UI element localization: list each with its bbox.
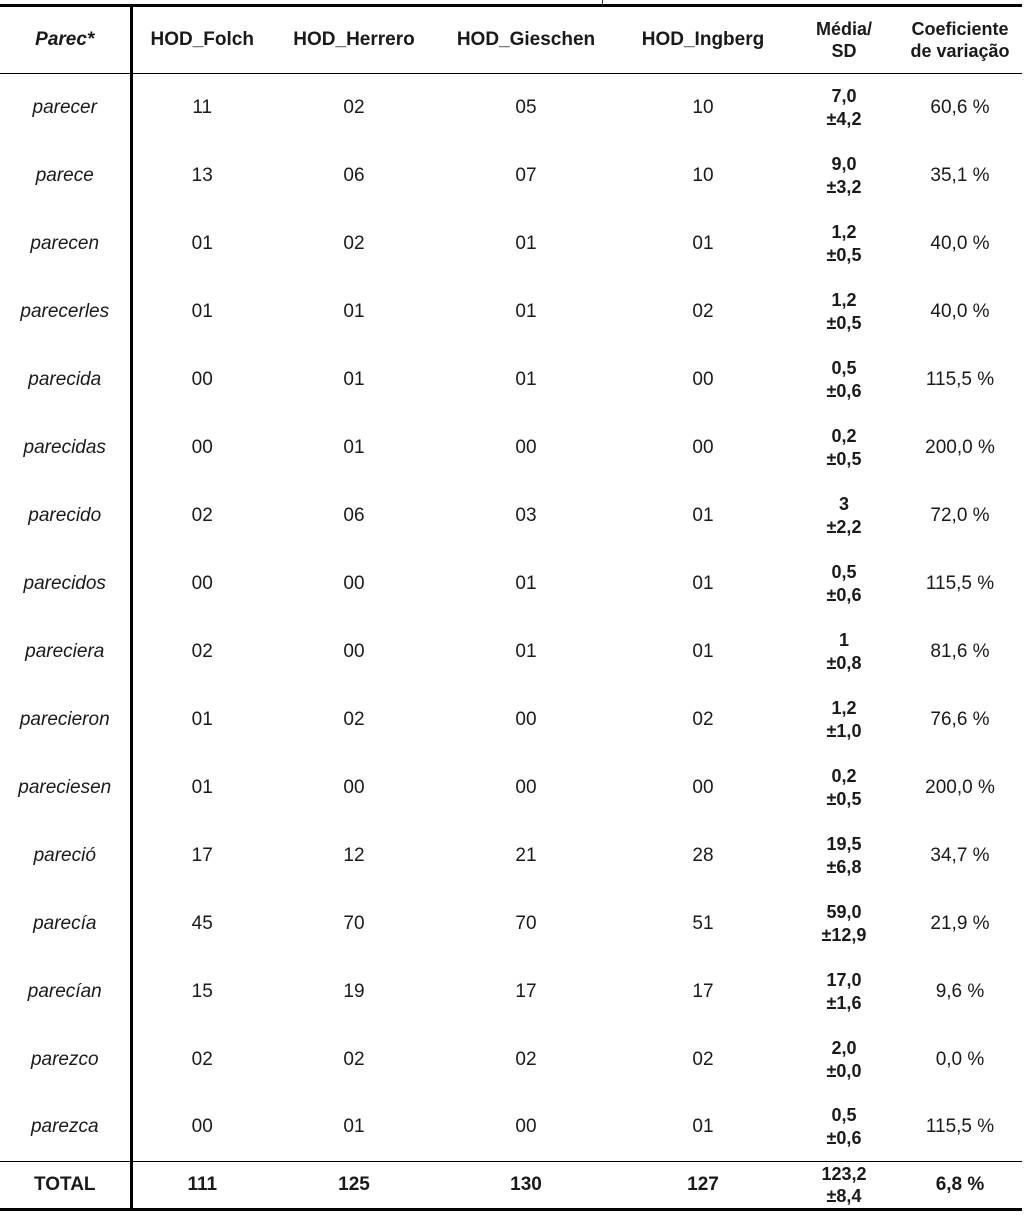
folch-cell: 45	[191, 912, 213, 934]
total-folch-cell: 111	[131, 1162, 272, 1210]
sd-value: ±12,9	[821, 924, 867, 945]
table-row	[0, 278, 1022, 346]
header-cv-label-1: Coeficiente	[911, 19, 1009, 39]
word-cell: parecía	[0, 890, 131, 958]
gieschen-cell: 01	[515, 232, 537, 254]
sd-value: ±0,8	[826, 652, 862, 673]
folch-cell: 00	[191, 368, 213, 390]
mean-value: 0,2	[831, 425, 857, 446]
ingberg-cell: 01	[692, 572, 714, 594]
herrero-cell: 00	[343, 640, 365, 662]
folch-cell: 02	[191, 504, 213, 526]
total-herrero-cell: 125	[272, 1162, 436, 1210]
herrero-cell: 01	[343, 436, 365, 458]
total-gieschen-cell: 130	[436, 1162, 616, 1210]
word-cell: pareció	[0, 822, 131, 890]
gieschen-cell: 07	[515, 164, 537, 186]
header-sd-label: SD	[831, 41, 857, 61]
herrero-cell: 01	[343, 368, 365, 390]
gieschen-cell: 01	[515, 368, 537, 390]
folch-cell: 02	[191, 640, 213, 662]
sd-value: ±0,6	[826, 584, 862, 605]
gieschen-cell: 00	[515, 1116, 537, 1138]
ingberg-cell: 01	[692, 232, 714, 254]
mean-sd-cell	[790, 890, 898, 958]
mean-value: 0,5	[831, 1105, 857, 1126]
mean-sd-cell	[790, 822, 898, 890]
ingberg-cell: 17	[692, 980, 714, 1002]
mean-value: 123,2	[821, 1164, 867, 1184]
folch-cell: 13	[191, 164, 213, 186]
gieschen-cell: 17	[515, 980, 537, 1002]
mean-value: 1	[838, 629, 849, 650]
ingberg-cell: 51	[692, 912, 714, 934]
folch-cell: 00	[191, 1116, 213, 1138]
header-row	[0, 6, 1022, 74]
gieschen-cell: 00	[515, 708, 537, 730]
gieschen-cell: 01	[515, 572, 537, 594]
sd-value: ±0,5	[826, 788, 862, 809]
folch-cell: 11	[192, 96, 213, 118]
herrero-cell: 02	[343, 96, 365, 118]
table-row	[0, 210, 1022, 278]
table-row	[0, 74, 1022, 142]
header-cv	[898, 6, 1022, 74]
cv-cell: 0,0 %	[935, 1048, 985, 1070]
herrero-cell: 70	[343, 912, 365, 934]
word-cell: parezca	[0, 1094, 131, 1162]
ingberg-cell: 10	[692, 164, 714, 186]
mean-sd-cell	[790, 74, 898, 142]
herrero-cell: 01	[343, 300, 365, 322]
header-cv-label-2: de variação	[910, 41, 1010, 61]
total-row	[0, 1162, 1022, 1210]
herrero-cell: 00	[343, 776, 365, 798]
cv-cell: 40,0 %	[930, 300, 990, 322]
folch-cell: 15	[191, 980, 213, 1002]
sd-value: ±0,6	[826, 1128, 862, 1149]
header-mean-label: Média/	[815, 19, 872, 39]
table-row	[0, 618, 1022, 686]
mean-sd-cell	[790, 210, 898, 278]
folch-cell: 17	[191, 844, 213, 866]
sd-value: ±8,4	[826, 1186, 862, 1206]
cv-cell: 72,0 %	[930, 504, 990, 526]
folch-cell: 01	[191, 232, 213, 254]
cv-cell: 60,6 %	[930, 96, 990, 118]
mean-value: 7,0	[831, 85, 857, 106]
folch-cell: 02	[191, 1048, 213, 1070]
ingberg-cell: 28	[692, 844, 714, 866]
herrero-cell: 06	[343, 504, 365, 526]
frequency-table	[0, 4, 1022, 1211]
mean-sd-cell	[790, 1162, 898, 1210]
sd-value: ±0,6	[826, 380, 862, 401]
mean-sd-cell	[790, 686, 898, 754]
mean-value: 0,5	[831, 357, 857, 378]
sd-value: ±2,2	[826, 516, 862, 537]
herrero-cell: 19	[343, 980, 365, 1002]
folch-cell: 01	[191, 708, 213, 730]
header-folch: HOD_Folch	[131, 6, 272, 74]
total-ingberg-cell: 127	[616, 1162, 790, 1210]
word-cell: pareciera	[0, 618, 131, 686]
ingberg-cell: 02	[692, 300, 714, 322]
herrero-cell: 01	[343, 1116, 365, 1138]
mean-sd-cell	[790, 1094, 898, 1162]
cv-cell: 115,5 %	[925, 1116, 995, 1138]
word-cell: parezco	[0, 1026, 131, 1094]
cv-cell: 81,6 %	[930, 640, 990, 662]
mean-sd-cell	[790, 1026, 898, 1094]
mean-sd-cell	[790, 142, 898, 210]
mean-sd-cell	[790, 346, 898, 414]
herrero-cell: 06	[343, 164, 365, 186]
cv-cell: 34,7 %	[930, 844, 990, 866]
mean-sd-cell	[790, 754, 898, 822]
table-row	[0, 414, 1022, 482]
table-row	[0, 142, 1022, 210]
ingberg-cell: 02	[692, 1048, 714, 1070]
header-word: Parec*	[0, 6, 131, 74]
header-mean-sd	[790, 6, 898, 74]
gieschen-cell: 21	[515, 844, 537, 866]
gieschen-cell: 00	[515, 436, 537, 458]
header-gieschen: HOD_Gieschen	[436, 6, 616, 74]
ingberg-cell: 00	[692, 368, 714, 390]
word-cell: parecidas	[0, 414, 131, 482]
mean-value: 59,0	[826, 901, 862, 922]
folch-cell: 00	[191, 572, 213, 594]
gieschen-cell: 02	[515, 1048, 537, 1070]
mean-sd-cell	[790, 278, 898, 346]
sd-value: ±6,8	[826, 856, 862, 877]
gieschen-cell: 01	[515, 640, 537, 662]
mean-sd-cell	[790, 618, 898, 686]
sd-value: ±3,2	[826, 176, 862, 197]
cv-cell: 76,6 %	[930, 708, 990, 730]
word-cell: parecidos	[0, 550, 131, 618]
mean-value: 3	[838, 493, 849, 514]
table-row	[0, 1094, 1022, 1162]
word-cell: parece	[0, 142, 131, 210]
mean-value: 0,5	[831, 561, 857, 582]
word-cell: parecen	[0, 210, 131, 278]
mean-value: 9,0	[831, 153, 857, 174]
herrero-cell: 00	[343, 572, 365, 594]
table-body	[0, 74, 1022, 1210]
table-row	[0, 958, 1022, 1026]
sd-value: ±4,2	[826, 108, 862, 129]
sd-value: ±0,5	[826, 244, 862, 265]
ingberg-cell: 02	[692, 708, 714, 730]
word-cell: parecido	[0, 482, 131, 550]
mean-value: 1,2	[831, 221, 857, 242]
folch-cell: 00	[191, 436, 213, 458]
mean-sd-cell	[790, 958, 898, 1026]
header-herrero: HOD_Herrero	[272, 6, 436, 74]
cv-cell: 9,6 %	[935, 980, 985, 1002]
sd-value: ±0,0	[826, 1060, 862, 1081]
mean-value: 17,0	[826, 969, 862, 990]
sd-value: ±0,5	[826, 448, 862, 469]
table-row	[0, 346, 1022, 414]
ingberg-cell: 01	[692, 1116, 714, 1138]
herrero-cell: 02	[343, 708, 365, 730]
cv-cell: 200,0 %	[925, 436, 995, 458]
word-cell: parecieron	[0, 686, 131, 754]
table-row	[0, 686, 1022, 754]
table-row	[0, 482, 1022, 550]
mean-sd-cell	[790, 482, 898, 550]
table-row	[0, 890, 1022, 958]
sd-value: ±1,0	[826, 720, 862, 741]
total-cv-cell: 6,8 %	[898, 1162, 1022, 1210]
mean-value: 0,2	[831, 765, 857, 786]
ingberg-cell: 01	[692, 504, 714, 526]
header-ingberg: HOD_Ingberg	[616, 6, 790, 74]
cv-cell: 115,5 %	[925, 572, 995, 594]
total-label: TOTAL	[0, 1162, 131, 1210]
word-cell: pareciesen	[0, 754, 131, 822]
mean-value: 2,0	[831, 1037, 857, 1058]
word-cell: parecerles	[0, 278, 131, 346]
mean-value: 1,2	[831, 289, 857, 310]
cv-cell: 35,1 %	[930, 164, 990, 186]
sd-value: ±1,6	[826, 992, 862, 1013]
gieschen-cell: 00	[515, 776, 537, 798]
gieschen-cell: 01	[515, 300, 537, 322]
mean-value: 1,2	[831, 697, 857, 718]
folch-cell: 01	[191, 776, 213, 798]
table-row	[0, 1026, 1022, 1094]
ingberg-cell: 00	[692, 436, 714, 458]
sd-value: ±0,5	[826, 312, 862, 333]
word-cell: parecer	[0, 74, 131, 142]
gieschen-cell: 05	[515, 96, 537, 118]
cv-cell: 40,0 %	[930, 232, 990, 254]
table-row	[0, 550, 1022, 618]
ingberg-cell: 01	[692, 640, 714, 662]
mean-sd-cell	[790, 550, 898, 618]
mean-value: 19,5	[826, 833, 862, 854]
table-row	[0, 822, 1022, 890]
table-header	[0, 6, 1022, 74]
table-row	[0, 754, 1022, 822]
cv-cell: 115,5 %	[925, 368, 995, 390]
ingberg-cell: 10	[692, 96, 714, 118]
mean-sd-cell	[790, 414, 898, 482]
ingberg-cell: 00	[692, 776, 714, 798]
herrero-cell: 02	[343, 232, 365, 254]
gieschen-cell: 70	[515, 912, 537, 934]
gieschen-cell: 03	[515, 504, 537, 526]
herrero-cell: 12	[343, 844, 365, 866]
herrero-cell: 02	[343, 1048, 365, 1070]
word-cell: parecida	[0, 346, 131, 414]
folch-cell: 01	[191, 300, 213, 322]
cv-cell: 21,9 %	[930, 912, 990, 934]
word-cell: parecían	[0, 958, 131, 1026]
cv-cell: 200,0 %	[925, 776, 995, 798]
